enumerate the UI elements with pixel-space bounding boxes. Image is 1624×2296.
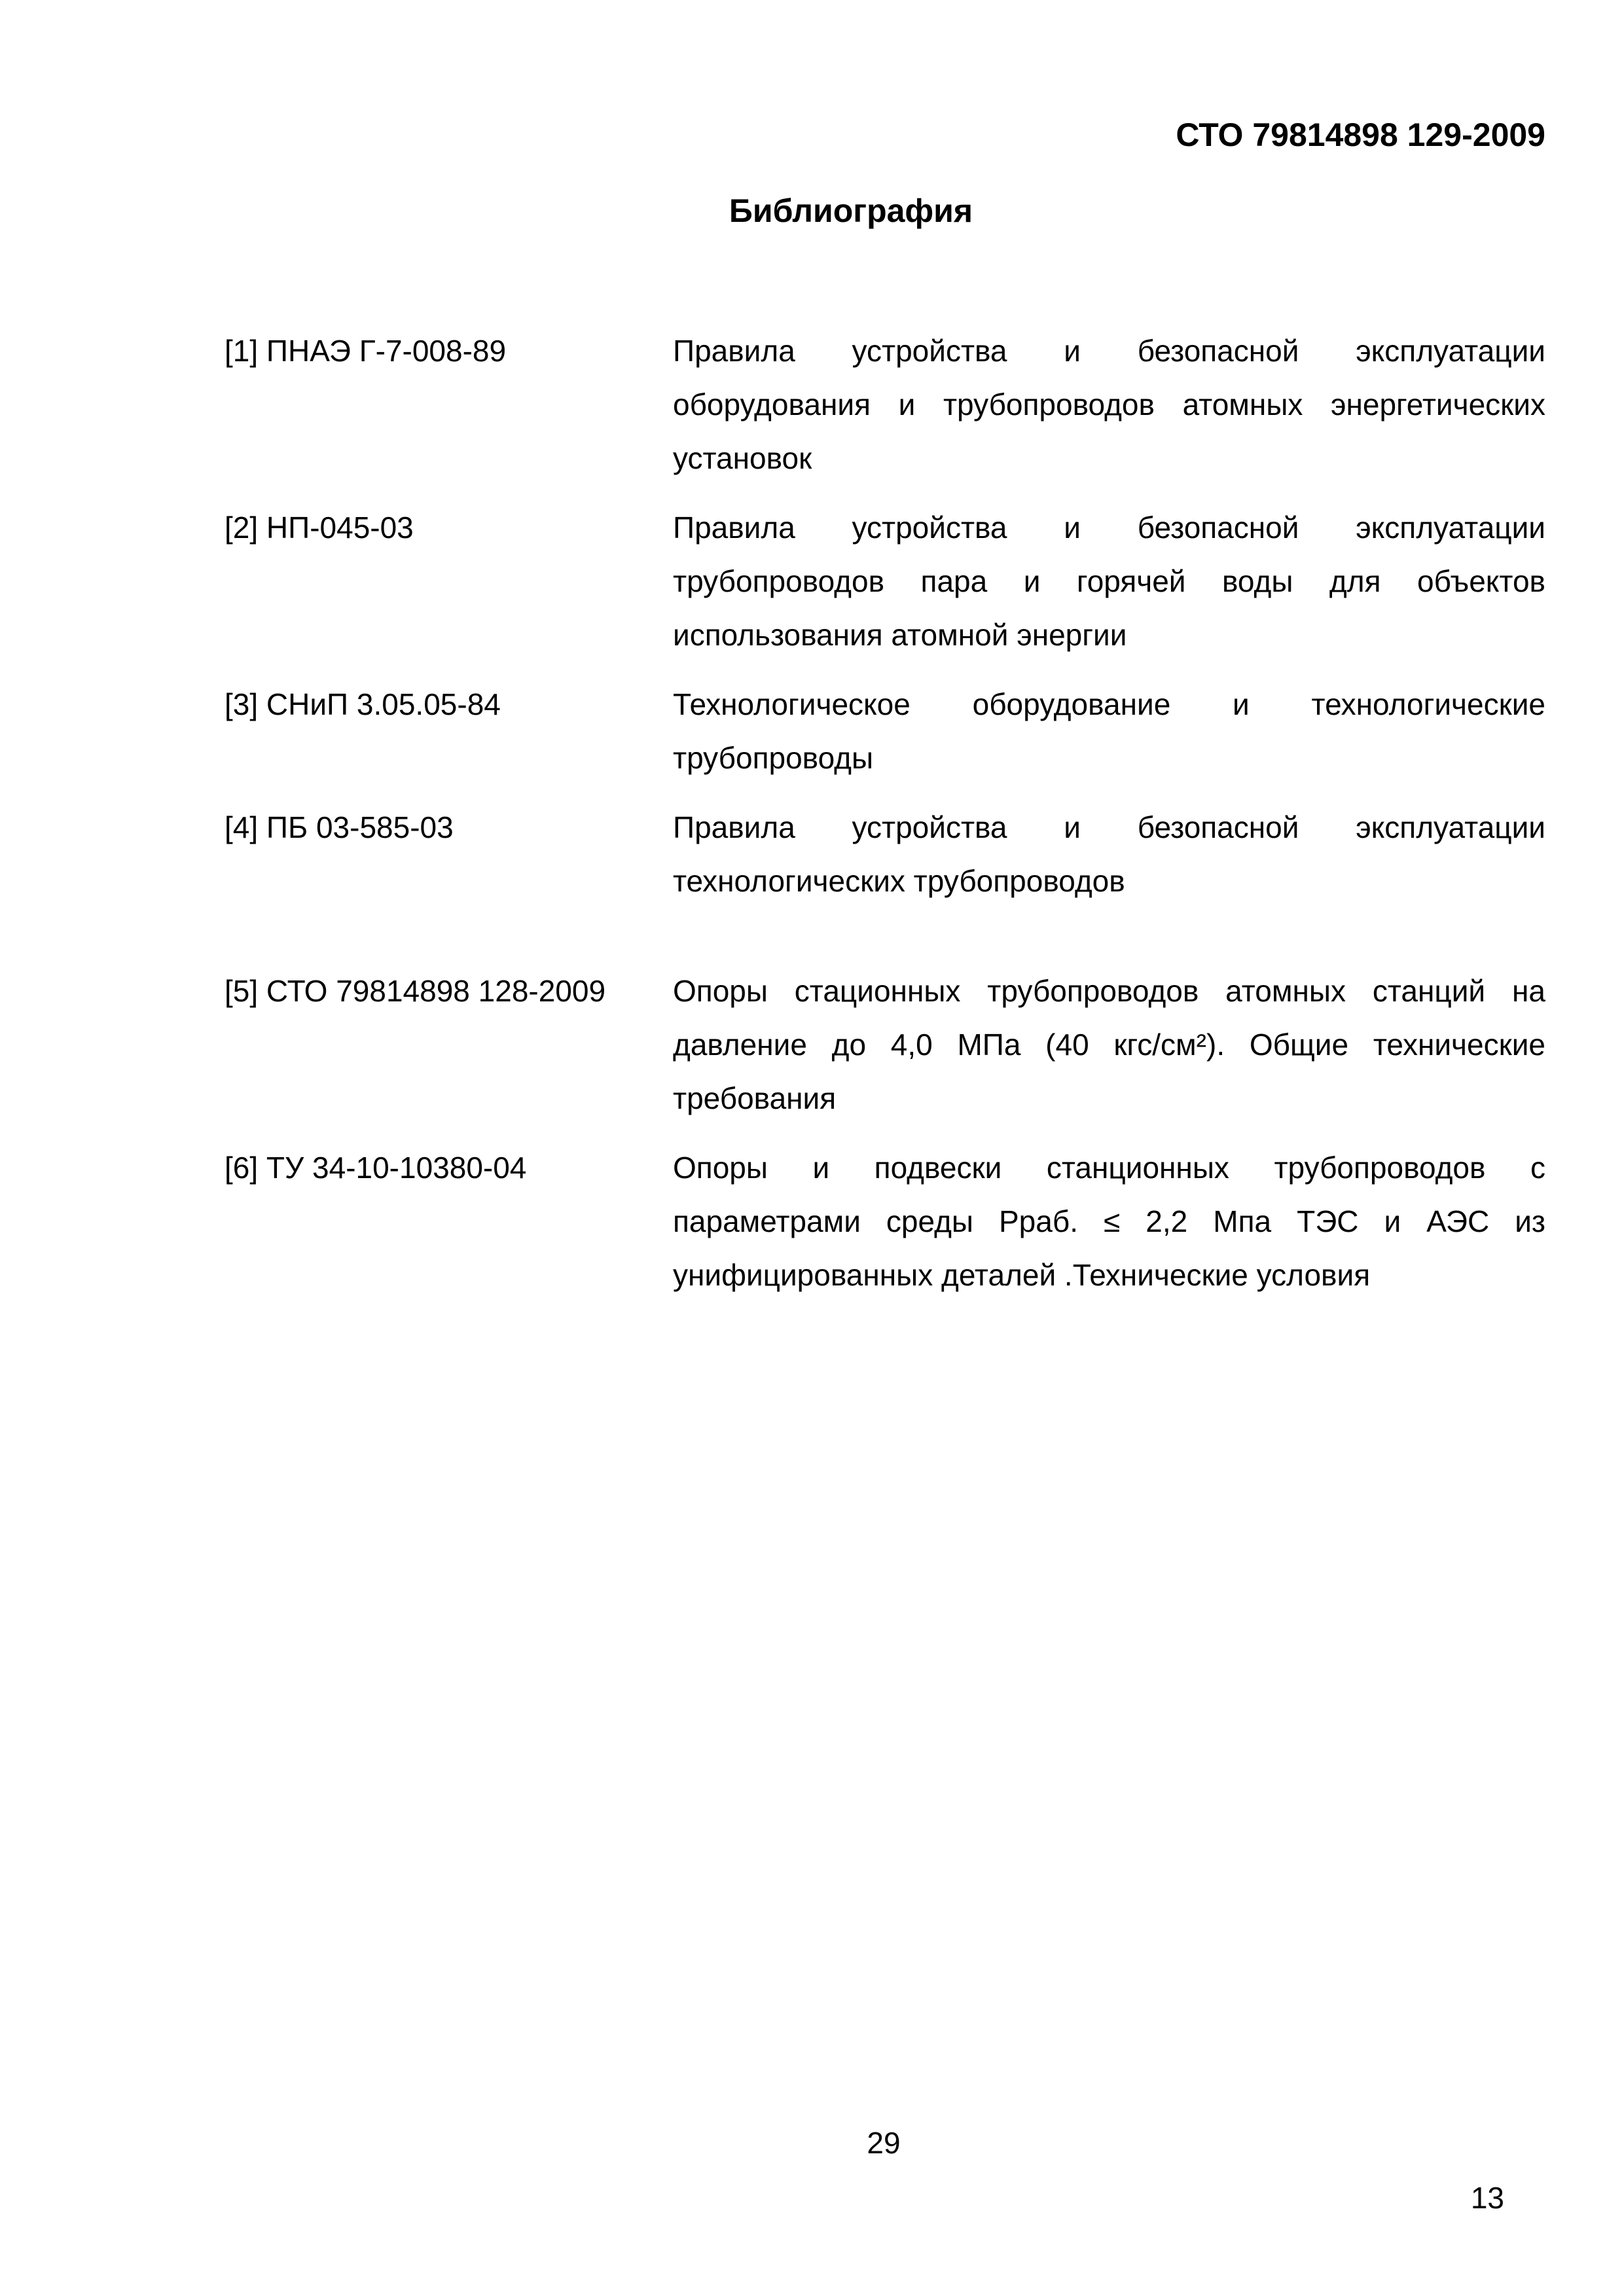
bibliography-title: Правила устройства и безопасной эксплуатации трубопроводов пара и горячей воды для объектов использования атомной энергии	[673, 511, 1545, 652]
bibliography-entry	[225, 800, 1545, 908]
bibliography-title: Правила устройства и безопасной эксплуатации оборудования и трубопроводов атомных энергетических установок	[673, 334, 1545, 475]
bibliography-entry	[225, 324, 1545, 485]
bibliography-entry	[225, 677, 1545, 785]
bibliography-title: Опоры и подвески станционных трубопроводов с параметрами среды Рраб. ≤ 2,2 Мпа ТЭС и АЭС из унифицированных деталей .Технические условия	[673, 1151, 1545, 1292]
bibliography-entry	[225, 501, 1545, 662]
bibliography-entry	[225, 1141, 1545, 1302]
bibliography-list	[225, 324, 1545, 1318]
bibliography-title: Правила устройства и безопасной эксплуатации технологических трубопроводов	[673, 810, 1545, 898]
bibliography-ref: [2] НП-045-03	[225, 511, 414, 545]
bibliography-ref: [4] ПБ 03-585-03	[225, 810, 454, 844]
document-code: СТО 79814898 129-2009	[1176, 117, 1545, 153]
bibliography-entry	[225, 964, 1545, 1125]
page-number-center: 29	[867, 2126, 901, 2160]
bibliography-ref: [1] ПНАЭ Г-7-008-89	[225, 334, 507, 368]
page-number-right: 13	[1470, 2181, 1504, 2215]
bibliography-ref: [6] ТУ 34-10-10380-04	[225, 1151, 527, 1185]
bibliography-title: Технологическое оборудование и технологические трубопроводы	[673, 687, 1545, 775]
bibliography-ref: [5] СТО 79814898 128-2009	[225, 974, 606, 1008]
bibliography-title: Опоры стационных трубопроводов атомных станций на давление до 4,0 МПа (40 кгс/см²). Общие технические требования	[673, 974, 1545, 1115]
bibliography-ref: [3] СНиП 3.05.05-84	[225, 687, 501, 721]
page-title: Библиография	[729, 192, 973, 229]
